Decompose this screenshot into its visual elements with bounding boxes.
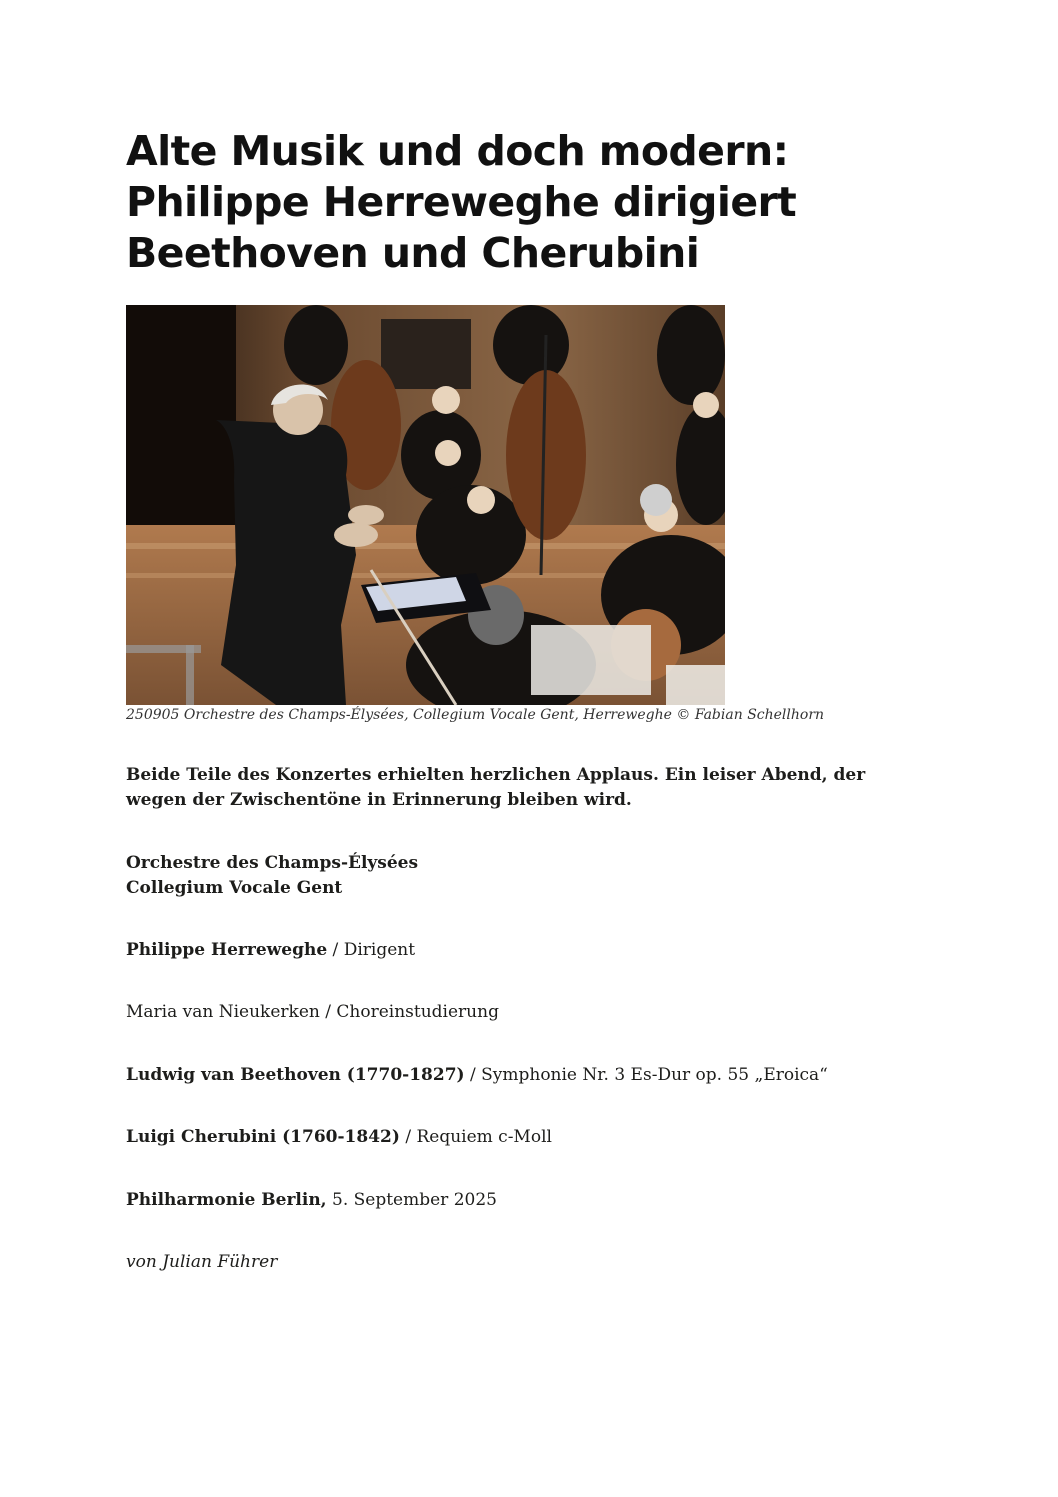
article-title-line: Philippe Herreweghe dirigiert [126,178,797,226]
lead-line: Beide Teile des Konzertes erhielten herzlichen Applaus. Ein leiser Abend, der [126,765,866,785]
photo-caption: 250905 Orchestre des Champs-Élysées, Collegium Vocale Gent, Herreweghe © Fabian Schellhorn [126,707,825,723]
venue-name: Philharmonie Berlin, [126,1190,327,1210]
author-byline: von Julian Führer [126,1252,278,1272]
venue-credit [126,1188,497,1213]
composer-name: Ludwig van Beethoven (1770-1827) [126,1065,465,1085]
ensemble-name: Collegium Vocale Gent [126,878,343,898]
work-entry [126,1125,552,1150]
work-entry [126,1063,828,1088]
composer-name: Luigi Cherubini (1760-1842) [126,1127,400,1147]
ensemble-name: Orchestre des Champs-Élysées [126,853,419,873]
article-title-line: Alte Musik und doch modern: [126,127,789,175]
conductor-name: Philippe Herreweghe [126,940,328,960]
lead-line: wegen der Zwischentöne in Erinnerung bleiben wird. [126,790,632,810]
chorus-master-credit: Maria van Nieukerken / Choreinstudierung [126,1002,499,1022]
lead-paragraph [126,763,865,813]
ensembles-list [126,851,418,901]
article-title-line: Beethoven und Cherubini [126,229,700,277]
work-title: / Symphonie Nr. 3 Es-Dur op. 55 „Eroica“ [464,1065,828,1085]
conductor-credit [126,938,415,963]
concert-photo [126,305,725,705]
concert-date: 5. September 2025 [326,1190,497,1210]
work-title: / Requiem c-Moll [399,1127,552,1147]
conductor-role: / Dirigent [327,940,416,960]
article-title [126,126,926,279]
